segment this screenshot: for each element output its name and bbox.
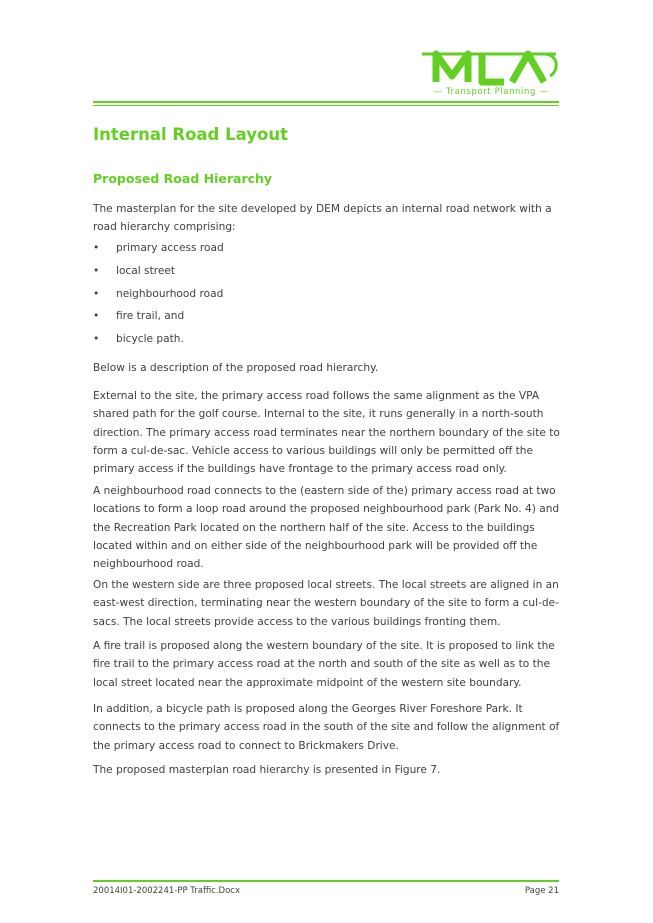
local-streets-paragraph: On the western side are three proposed local streets. The local streets are aligned in an east-west direction, terminating near the western boundary of the site to form a cul-de-sacs. The local streets provide access to the various buildings fronting them. [93,579,559,628]
figure-reference-paragraph: The proposed masterplan road hierarchy is presented in Figure 7. [93,764,441,776]
intro-paragraph: The masterplan for the site developed by DEM depicts an internal road network with a road hierarchy comprising: [93,203,552,234]
section-subheading: Proposed Road Hierarchy [93,171,273,186]
bicycle-path-paragraph: In addition, a bicycle path is proposed along the Georges River Foreshore Park. It connects to the primary access road in the south of the site and follow the alignment of the primary access road to connect to Brickmakers Drive. [93,703,560,752]
header-rule [93,101,559,103]
description-intro-paragraph: Below is a description of the proposed road hierarchy. [93,362,379,374]
company-logo: — Transport Planning — [418,46,564,102]
fire-trail-paragraph: A fire trail is proposed along the western boundary of the site. It is proposed to link the fire trail to the primary access road at the north and south of the site as well as to the local street located near the approximate midpoint of the western site boundary. [93,640,555,689]
page-number: Page 21 [524,886,559,896]
logo-subtitle: Transport Planning [445,87,536,97]
footer-rule [93,880,559,882]
primary-access-road-paragraph: External to the site, the primary access road follows the same alignment as the VPA shared path for the golf course. Internal to the site, it runs generally in a north-south direction. The primary access road terminates near the northern boundary of the site to form a cul-de-sac. Vehicle access to various buildings will only be permitted off the primary access if the buildings have frontage to the primary access road only. [93,390,560,476]
mla-logo-icon [418,46,564,90]
neighbourhood-road-paragraph: A neighbourhood road connects to the (eastern side of the) primary access road at two locations to form a loop road around the proposed neighbourhood park (Park No. 4) and the Recreation Park located on the northern half of the site. Access to the buildings located within and on either side of the neighbourhood park will be provided off the neighbourhood road. [93,485,560,571]
document-reference: 20014I01-2002241-PP Traffic.Docx [93,886,240,896]
header-rule-thin [93,105,559,106]
page-heading: Internal Road Layout [93,125,288,144]
